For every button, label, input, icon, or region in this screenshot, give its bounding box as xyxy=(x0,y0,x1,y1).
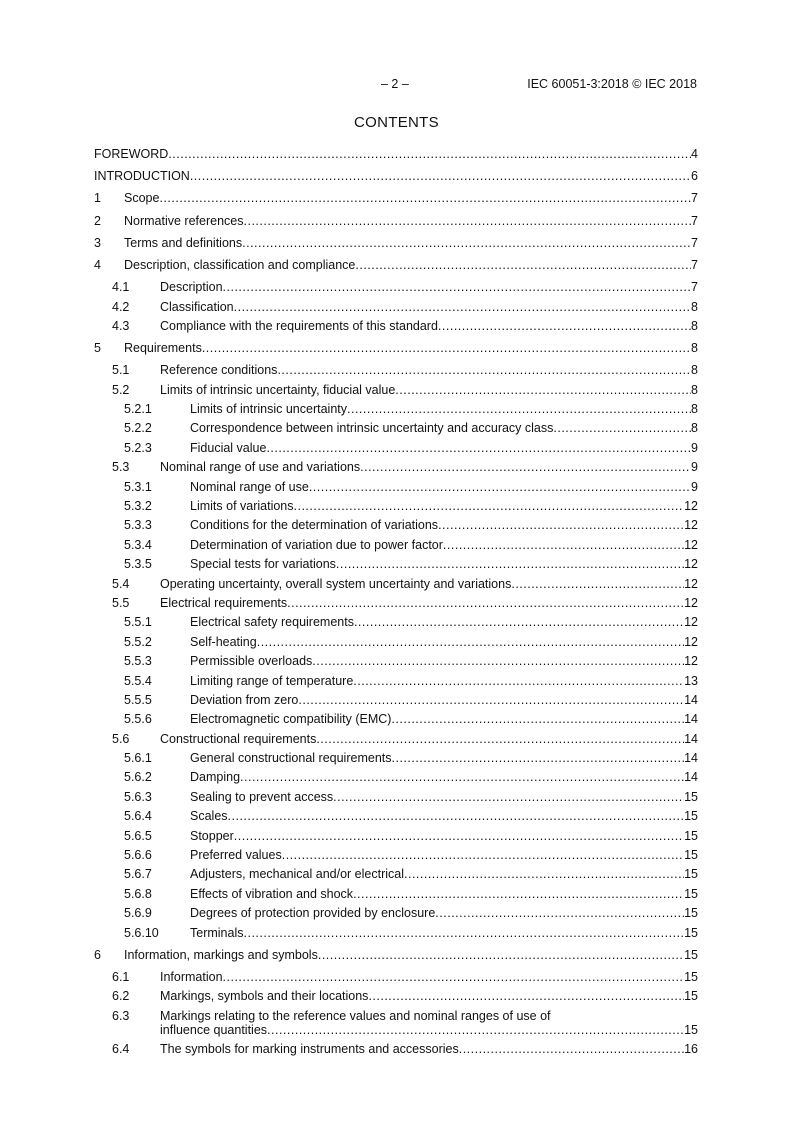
toc-entry-line xyxy=(124,189,698,208)
toc-entry-number: 5.5.6 xyxy=(124,712,152,727)
toc-entry-title: Terms and definitions xyxy=(124,235,243,250)
toc-entry-number: 4.3 xyxy=(112,318,130,333)
toc-entry-number: 5.3 xyxy=(112,460,130,475)
dot-leader xyxy=(316,730,684,749)
toc-entry-title: The symbols for marking instruments and accessories xyxy=(160,1041,459,1056)
toc-entry-page: 15 xyxy=(684,809,698,824)
toc-entry-number: 5.2 xyxy=(112,382,130,397)
dot-leader xyxy=(360,458,691,477)
toc-entry-number: 5.6.4 xyxy=(124,809,152,824)
dot-leader xyxy=(353,672,684,691)
toc-entry-number: 2 xyxy=(94,213,101,228)
toc-entry-number: 3 xyxy=(94,235,101,250)
toc-entry[interactable] xyxy=(94,189,698,208)
toc-entry-title: Sealing to prevent access xyxy=(190,789,334,804)
table-of-contents xyxy=(94,145,698,1059)
dot-leader xyxy=(228,807,685,826)
toc-entry-page: 12 xyxy=(684,557,698,572)
dot-leader xyxy=(443,536,684,555)
toc-entry-line xyxy=(160,594,698,613)
dot-leader xyxy=(333,788,684,807)
dot-leader xyxy=(392,749,685,768)
toc-entry-line xyxy=(190,672,698,691)
toc-entry-page: 15 xyxy=(684,947,698,962)
toc-entry-page: 12 xyxy=(684,615,698,630)
toc-entry[interactable] xyxy=(94,439,698,458)
toc-entry[interactable] xyxy=(94,419,698,438)
toc-entry[interactable] xyxy=(94,904,698,923)
toc-entry-number: 5.6.2 xyxy=(124,770,152,785)
toc-entry-title: Adjusters, mechanical and/or electrical xyxy=(190,867,404,882)
toc-entry-page: 15 xyxy=(684,886,698,901)
toc-entry-line xyxy=(160,968,698,987)
toc-entry[interactable] xyxy=(94,946,698,965)
toc-entry[interactable] xyxy=(94,1007,698,1040)
toc-entry-number: 5.5.2 xyxy=(124,634,152,649)
toc-entry-page: 13 xyxy=(684,673,698,688)
toc-entry[interactable] xyxy=(94,516,698,535)
toc-entry-line xyxy=(190,865,698,884)
toc-entry-line xyxy=(190,555,698,574)
toc-entry-line xyxy=(190,536,698,555)
dot-leader xyxy=(266,439,691,458)
toc-entry-line xyxy=(160,575,698,594)
toc-entry-line xyxy=(160,458,698,477)
toc-entry-line xyxy=(190,400,698,419)
toc-entry-page: 15 xyxy=(684,789,698,804)
toc-entry-title: Limiting range of temperature xyxy=(190,673,354,688)
toc-entry-page: 7 xyxy=(691,213,698,228)
toc-entry-title: Nominal range of use and variations xyxy=(160,460,361,475)
toc-entry-line xyxy=(190,904,698,923)
toc-entry-number: 6.3 xyxy=(112,1008,130,1023)
dot-leader xyxy=(347,400,691,419)
toc-entry-title: Fiducial value xyxy=(190,440,267,455)
toc-entry[interactable] xyxy=(94,613,698,632)
toc-entry-title: Nominal range of use xyxy=(190,479,309,494)
toc-entry[interactable] xyxy=(94,212,698,231)
toc-entry-page: 14 xyxy=(684,712,698,727)
dot-leader xyxy=(355,256,691,275)
toc-entry-number: 5.6 xyxy=(112,731,130,746)
dot-leader xyxy=(318,946,684,965)
toc-entry[interactable] xyxy=(94,807,698,826)
toc-entry-number: 5.5.4 xyxy=(124,673,152,688)
dot-leader xyxy=(438,317,691,336)
toc-entry[interactable] xyxy=(94,885,698,904)
toc-entry[interactable] xyxy=(94,788,698,807)
toc-entry-line xyxy=(190,419,698,438)
toc-entry-line xyxy=(190,749,698,768)
toc-entry[interactable] xyxy=(94,633,698,652)
toc-entry-page: 12 xyxy=(684,654,698,669)
toc-entry[interactable] xyxy=(94,361,698,380)
toc-entry-number: 5.6.6 xyxy=(124,848,152,863)
toc-title: CONTENTS xyxy=(354,114,439,131)
dot-leader xyxy=(190,167,691,186)
toc-entry[interactable] xyxy=(94,256,698,275)
dot-leader xyxy=(287,594,684,613)
toc-entry-title: Compliance with the requirements of this standard xyxy=(160,318,438,333)
toc-entry-page: 14 xyxy=(684,731,698,746)
toc-entry-page: 8 xyxy=(691,402,698,417)
toc-entry-page: 15 xyxy=(684,925,698,940)
toc-entry-line xyxy=(160,278,698,297)
dot-leader xyxy=(511,575,684,594)
dot-leader xyxy=(368,987,684,1006)
toc-entry-page: 15 xyxy=(684,969,698,984)
toc-entry[interactable] xyxy=(94,145,698,164)
toc-entry-page: 7 xyxy=(691,235,698,250)
toc-entry[interactable] xyxy=(94,278,698,297)
toc-entry[interactable] xyxy=(94,846,698,865)
toc-entry-page: 8 xyxy=(691,363,698,378)
toc-entry-line xyxy=(160,1040,698,1059)
dot-leader xyxy=(294,497,685,516)
toc-entry-title: Reference conditions xyxy=(160,363,278,378)
dot-leader xyxy=(267,1021,684,1040)
page-number: – 2 – xyxy=(381,77,409,91)
toc-entry-title: Effects of vibration and shock xyxy=(190,886,354,901)
toc-entry-title: Normative references xyxy=(124,213,244,228)
toc-entry-title: Special tests for variations xyxy=(190,557,336,572)
toc-entry[interactable] xyxy=(94,594,698,613)
dot-leader xyxy=(240,768,684,787)
dot-leader xyxy=(395,381,691,400)
toc-entry-number: 4 xyxy=(94,257,101,272)
toc-entry-title: Degrees of protection provided by enclosure xyxy=(190,906,436,921)
toc-entry-title: Information xyxy=(160,969,223,984)
dot-leader xyxy=(438,516,684,535)
toc-entry-number: 5.5 xyxy=(112,595,130,610)
toc-entry-title: Constructional requirements xyxy=(160,731,317,746)
dot-leader xyxy=(159,189,691,208)
toc-entry-line xyxy=(190,768,698,787)
toc-entry-line xyxy=(190,710,698,729)
toc-entry-title: Operating uncertainty, overall system uncertainty and variations xyxy=(160,576,512,591)
toc-entry-title: Terminals xyxy=(190,925,244,940)
toc-entry-number: 5.6.3 xyxy=(124,789,152,804)
toc-entry[interactable] xyxy=(94,458,698,477)
toc-entry-page: 12 xyxy=(684,595,698,610)
toc-entry-page: 12 xyxy=(684,576,698,591)
dot-leader xyxy=(244,212,692,231)
toc-entry-title: Requirements xyxy=(124,341,202,356)
dot-leader xyxy=(553,419,691,438)
toc-entry[interactable] xyxy=(94,298,698,317)
toc-entry-title: Limits of intrinsic uncertainty, fiducial value xyxy=(160,382,396,397)
toc-entry-page: 7 xyxy=(691,257,698,272)
toc-entry[interactable] xyxy=(94,768,698,787)
toc-entry-title: Description xyxy=(160,280,223,295)
toc-entry-line xyxy=(190,497,698,516)
toc-entry-line xyxy=(124,212,698,231)
toc-entry-page: 9 xyxy=(691,460,698,475)
toc-entry-page: 12 xyxy=(684,634,698,649)
dot-leader xyxy=(435,904,684,923)
toc-entry-title: Damping xyxy=(190,770,241,785)
toc-entry-number: 5.4 xyxy=(112,576,130,591)
toc-entry-line xyxy=(190,633,698,652)
toc-entry[interactable] xyxy=(94,536,698,555)
dot-leader xyxy=(353,885,684,904)
toc-entry-page: 9 xyxy=(691,440,698,455)
toc-entry-number: 5.6.9 xyxy=(124,906,152,921)
toc-entry-title: Deviation from zero xyxy=(190,692,299,707)
toc-entry-title: INTRODUCTION xyxy=(94,169,190,184)
toc-entry-number: 5.1 xyxy=(112,363,130,378)
toc-entry-number: 5.6.10 xyxy=(124,925,159,940)
dot-leader xyxy=(202,339,691,358)
toc-entry-page: 7 xyxy=(691,191,698,206)
toc-entry-line xyxy=(190,885,698,904)
toc-entry-line xyxy=(190,478,698,497)
toc-entry-number: 1 xyxy=(94,191,101,206)
toc-entry-title: Markings, symbols and their locations xyxy=(160,989,369,1004)
toc-entry-number: 4.2 xyxy=(112,299,130,314)
toc-entry-line xyxy=(190,788,698,807)
toc-entry-title: Correspondence between intrinsic uncertainty and accuracy class xyxy=(190,421,554,436)
dot-leader xyxy=(234,827,684,846)
dot-leader xyxy=(257,633,684,652)
toc-entry-number: 5.2.3 xyxy=(124,440,152,455)
toc-entry-number: 5.3.2 xyxy=(124,499,152,514)
toc-entry[interactable] xyxy=(94,497,698,516)
toc-entry-title: Preferred values xyxy=(190,848,282,863)
dot-leader xyxy=(312,652,684,671)
dot-leader xyxy=(404,865,684,884)
toc-entry-number: 5.3.4 xyxy=(124,537,152,552)
toc-entry-title: General constructional requirements xyxy=(190,751,392,766)
toc-entry-title: Self-heating xyxy=(190,634,257,649)
toc-entry-line xyxy=(160,361,698,380)
toc-entry[interactable] xyxy=(94,339,698,358)
toc-entry-line xyxy=(190,613,698,632)
toc-entry-line xyxy=(160,298,698,317)
toc-entry-number: 6 xyxy=(94,947,101,962)
toc-entry-number: 5.3.5 xyxy=(124,557,152,572)
toc-entry-page: 14 xyxy=(684,770,698,785)
toc-entry-page: 12 xyxy=(684,537,698,552)
toc-entry[interactable] xyxy=(94,478,698,497)
dot-leader xyxy=(309,478,691,497)
toc-entry-title: Permissible overloads xyxy=(190,654,313,669)
toc-entry-line xyxy=(160,317,698,336)
dot-leader xyxy=(459,1040,684,1059)
toc-entry-line xyxy=(190,846,698,865)
toc-entry-page: 9 xyxy=(691,479,698,494)
toc-entry-line xyxy=(190,924,698,943)
toc-entry[interactable] xyxy=(94,827,698,846)
toc-entry-number: 5.6.5 xyxy=(124,828,152,843)
toc-entry-line xyxy=(190,439,698,458)
toc-entry[interactable] xyxy=(94,691,698,710)
toc-entry[interactable] xyxy=(94,575,698,594)
toc-entry-line xyxy=(124,946,698,965)
toc-entry-number: 6.2 xyxy=(112,989,130,1004)
toc-entry[interactable] xyxy=(94,400,698,419)
toc-entry-page: 12 xyxy=(684,499,698,514)
toc-entry-title: Markings relating to the reference values and nominal ranges of use of xyxy=(160,1008,551,1023)
toc-entry-title: Limits of intrinsic uncertainty xyxy=(190,402,348,417)
dot-leader xyxy=(223,278,692,297)
toc-entry-page: 6 xyxy=(691,169,698,184)
toc-entry-title: Classification xyxy=(160,299,234,314)
toc-entry[interactable] xyxy=(94,555,698,574)
toc-entry-page: 15 xyxy=(684,906,698,921)
toc-entry-number: 5.6.8 xyxy=(124,886,152,901)
toc-entry-title: Conditions for the determination of variations xyxy=(190,518,439,533)
toc-entry-number: 5.5.1 xyxy=(124,615,152,630)
toc-entry[interactable] xyxy=(94,749,698,768)
toc-entry[interactable] xyxy=(94,865,698,884)
toc-entry-number: 5.2.2 xyxy=(124,421,152,436)
toc-entry-line xyxy=(124,339,698,358)
toc-entry[interactable] xyxy=(94,317,698,336)
dot-leader xyxy=(244,924,685,943)
toc-entry-page: 7 xyxy=(691,280,698,295)
toc-entry-line xyxy=(190,516,698,535)
toc-entry[interactable] xyxy=(94,234,698,253)
toc-entry-page: 15 xyxy=(684,867,698,882)
toc-entry[interactable] xyxy=(94,968,698,987)
toc-entry-page: 4 xyxy=(691,147,698,161)
toc-entry[interactable] xyxy=(94,652,698,671)
dot-leader xyxy=(391,710,684,729)
toc-entry-line xyxy=(94,145,698,164)
toc-entry-number: 6.1 xyxy=(112,969,130,984)
toc-entry-page: 14 xyxy=(684,692,698,707)
toc-entry-line xyxy=(190,652,698,671)
toc-entry[interactable] xyxy=(94,672,698,691)
toc-entry-page: 15 xyxy=(684,848,698,863)
toc-entry-number: 5.3.1 xyxy=(124,479,152,494)
dot-leader xyxy=(298,691,684,710)
toc-entry-number: 5.6.1 xyxy=(124,751,152,766)
toc-entry[interactable] xyxy=(94,710,698,729)
toc-entry-line xyxy=(124,256,698,275)
dot-leader xyxy=(336,555,684,574)
toc-entry-title: Electrical safety requirements xyxy=(190,615,354,630)
toc-entry[interactable] xyxy=(94,924,698,943)
toc-entry-line xyxy=(160,730,698,749)
dot-leader xyxy=(168,145,691,164)
toc-entry-line xyxy=(94,167,698,186)
toc-entry-line xyxy=(190,807,698,826)
toc-entry-line xyxy=(160,1021,698,1040)
toc-entry-line xyxy=(190,691,698,710)
toc-entry-title: Limits of variations xyxy=(190,499,294,514)
toc-entry-number: 5.5.3 xyxy=(124,654,152,669)
document-id: IEC 60051-3:2018 © IEC 2018 xyxy=(527,77,697,91)
dot-leader xyxy=(282,846,684,865)
toc-entry-page: 8 xyxy=(691,382,698,397)
toc-entry-title: Scope xyxy=(124,191,160,206)
toc-entry-number: 5 xyxy=(94,341,101,356)
toc-entry-page: 8 xyxy=(691,341,698,356)
toc-entry-number: 5.2.1 xyxy=(124,402,152,417)
toc-entry-page: 12 xyxy=(684,518,698,533)
toc-entry-title: Scales xyxy=(190,809,228,824)
dot-leader xyxy=(354,613,684,632)
toc-entry-title: Electromagnetic compatibility (EMC) xyxy=(190,712,392,727)
toc-entry[interactable] xyxy=(94,987,698,1006)
toc-entry-number: 5.5.5 xyxy=(124,692,152,707)
toc-entry-title: Determination of variation due to power factor xyxy=(190,537,443,552)
toc-entry-page: 8 xyxy=(691,421,698,436)
toc-entry[interactable] xyxy=(94,1040,698,1059)
toc-entry[interactable] xyxy=(94,167,698,186)
toc-entry[interactable] xyxy=(94,381,698,400)
toc-entry-page: 14 xyxy=(684,751,698,766)
toc-entry-title-continued: influence quantities xyxy=(160,1023,268,1038)
toc-entry-page: 8 xyxy=(691,299,698,314)
toc-entry-number: 5.6.7 xyxy=(124,867,152,882)
dot-leader xyxy=(234,298,691,317)
toc-entry-title: FOREWORD xyxy=(94,147,169,161)
toc-entry-page: 16 xyxy=(684,1041,698,1056)
toc-entry[interactable] xyxy=(94,730,698,749)
toc-entry-page: 15 xyxy=(684,1023,698,1038)
toc-entry-number: 6.4 xyxy=(112,1041,130,1056)
dot-leader xyxy=(223,968,685,987)
toc-entry-title: Stopper xyxy=(190,828,234,843)
dot-leader xyxy=(277,361,691,380)
toc-entry-line xyxy=(124,234,698,253)
toc-entry-page: 15 xyxy=(684,828,698,843)
toc-entry-page: 8 xyxy=(691,318,698,333)
toc-entry-line xyxy=(190,827,698,846)
toc-entry-line xyxy=(160,987,698,1006)
dot-leader xyxy=(242,234,691,253)
toc-entry-page: 15 xyxy=(684,989,698,1004)
toc-entry-title: Information, markings and symbols xyxy=(124,947,318,962)
toc-entry-number: 4.1 xyxy=(112,280,130,295)
toc-entry-line xyxy=(160,381,698,400)
toc-entry-title: Description, classification and compliance xyxy=(124,257,356,272)
toc-entry-number: 5.3.3 xyxy=(124,518,152,533)
toc-entry-title: Electrical requirements xyxy=(160,595,288,610)
